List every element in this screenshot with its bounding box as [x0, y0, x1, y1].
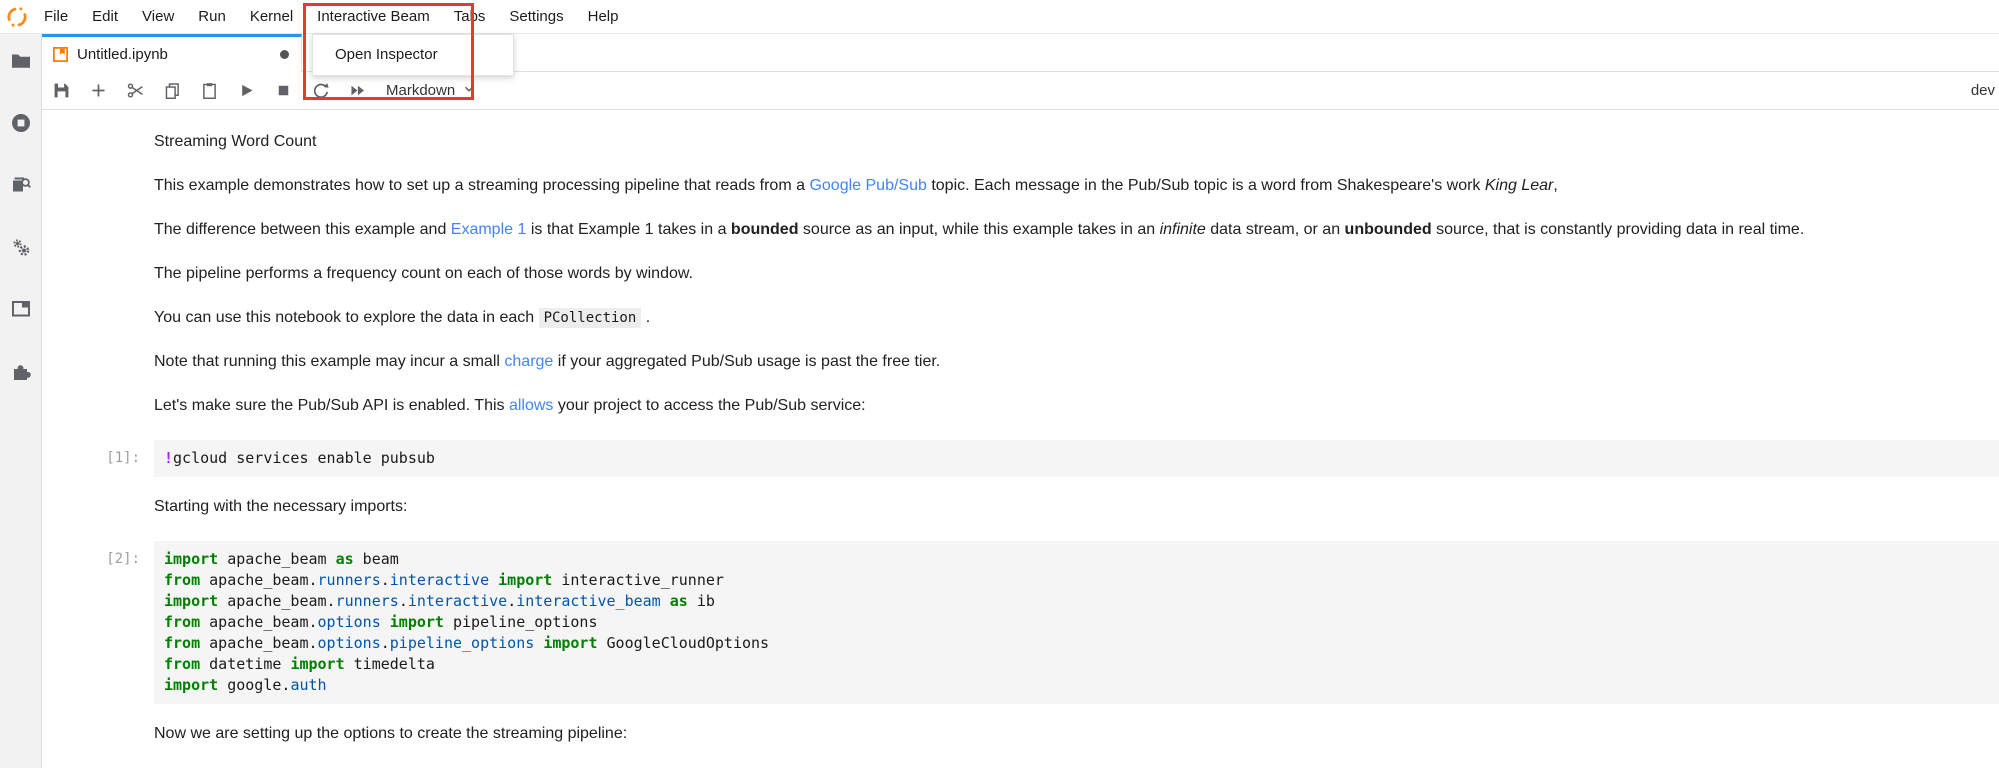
markdown-content: [154, 132, 1999, 152]
run-all-button[interactable]: [343, 77, 371, 105]
token-kw: import: [164, 550, 219, 568]
text: your project to access the Pub/Sub service:: [553, 397, 866, 414]
menu-help[interactable]: Help: [587, 8, 619, 25]
code-line: [164, 448, 1987, 469]
token-plain: pipeline_options: [443, 613, 598, 631]
notebook-panel: [42, 110, 1999, 768]
text: data stream, or an: [1205, 221, 1345, 238]
token-prop: runners: [335, 592, 399, 610]
token-op: !: [164, 449, 174, 467]
code-line: [164, 654, 1987, 675]
italic-text: King Lear: [1484, 177, 1554, 194]
token-plain: [489, 571, 498, 589]
code-editor[interactable]: [154, 541, 1999, 704]
menu-bar: [0, 0, 1999, 34]
save-button[interactable]: [47, 77, 75, 105]
token-prop: auth: [290, 676, 327, 694]
open-tabs-icon[interactable]: [8, 296, 34, 322]
markdown-content: [154, 220, 1999, 240]
markdown-content: [154, 724, 1999, 744]
token-kw: from: [164, 613, 201, 631]
token-kw: import: [543, 634, 598, 652]
token-plain: .: [507, 592, 517, 610]
token-plain: gcloud services enable pubsub: [173, 449, 435, 467]
token-kw: from: [164, 571, 201, 589]
token-plain: timedelta: [344, 655, 435, 673]
unsaved-changes-dot: [280, 50, 289, 59]
bold-text: unbounded: [1344, 221, 1432, 238]
markdown-content: [154, 308, 1999, 328]
code-line: [164, 570, 1987, 591]
text: ,: [1553, 177, 1558, 194]
token-kw: from: [164, 634, 201, 652]
token-prop: options: [317, 634, 381, 652]
run-button[interactable]: [232, 77, 260, 105]
markdown-cell[interactable]: [42, 497, 1999, 517]
text: Let's make sure the Pub/Sub API is enabled. This: [154, 397, 509, 414]
token-kw: as: [669, 592, 688, 610]
markdown-content: [154, 176, 1999, 196]
text: The difference between this example and: [154, 221, 451, 238]
token-prop: interactive: [389, 571, 490, 589]
token-kw: import: [164, 592, 219, 610]
token-plain: GoogleCloudOptions: [597, 634, 770, 652]
token-plain: .: [380, 571, 390, 589]
copy-button[interactable]: [158, 77, 186, 105]
code-line: [164, 612, 1987, 633]
link-google-pub-sub[interactable]: Google Pub/Sub: [809, 177, 927, 194]
paste-button[interactable]: [195, 77, 223, 105]
token-plain: apache_beam.: [200, 613, 318, 631]
markdown-cell[interactable]: [42, 396, 1999, 416]
cell-prompt: [1]:: [106, 450, 140, 466]
property-inspector-icon[interactable]: [8, 234, 34, 260]
cell-type-value: Markdown: [386, 82, 456, 99]
token-kw: as: [335, 550, 354, 568]
extensions-icon[interactable]: [8, 358, 34, 384]
tab-untitled-ipynb[interactable]: [42, 34, 302, 72]
text: Note that running this example may incur a small: [154, 353, 505, 370]
code-line: [164, 591, 1987, 612]
text: The pipeline performs a frequency count on each of those words by window.: [154, 265, 693, 282]
token-plain: interactive_runner: [552, 571, 724, 589]
token-plain: ib: [687, 592, 715, 610]
markdown-content: [154, 396, 1999, 416]
menu-run[interactable]: Run: [198, 8, 226, 25]
stop-button[interactable]: [269, 77, 297, 105]
text: .: [641, 309, 651, 326]
insert-cell-button[interactable]: [84, 77, 112, 105]
text: Now we are setting up the options to create the streaming pipeline:: [154, 725, 628, 742]
markdown-cell[interactable]: [42, 308, 1999, 328]
activity-sidebar: [0, 34, 42, 768]
token-plain: apache_beam.: [200, 634, 318, 652]
file-browser-icon[interactable]: [8, 48, 34, 74]
markdown-cell[interactable]: [42, 176, 1999, 196]
token-plain: apache_beam.: [200, 571, 318, 589]
text: is that Example 1 takes in a: [526, 221, 731, 238]
text: if your aggregated Pub/Sub usage is past the free tier.: [553, 353, 941, 370]
menu-interactive-beam[interactable]: Interactive Beam: [317, 8, 430, 25]
token-kw: from: [164, 655, 201, 673]
markdown-content: [154, 352, 1999, 372]
running-kernels-icon[interactable]: [8, 110, 34, 136]
code-cell[interactable]: [42, 440, 1999, 477]
code-line: [164, 675, 1987, 696]
app-logo-icon: [4, 4, 30, 30]
text: Streaming Word Count: [154, 133, 317, 150]
text: Starting with the necessary imports:: [154, 498, 408, 515]
token-plain: .: [380, 634, 390, 652]
token-plain: .: [398, 592, 408, 610]
restart-button[interactable]: [306, 77, 334, 105]
markdown-cell[interactable]: [42, 132, 1999, 152]
token-kw: import: [290, 655, 345, 673]
menu-kernel[interactable]: Kernel: [249, 8, 294, 25]
text: This example demonstrates how to set up a streaming processing pipeline that reads from a: [154, 177, 810, 194]
link-allows[interactable]: allows: [508, 397, 554, 414]
text: source, that is constantly providing data in real time.: [1431, 221, 1805, 238]
menu-item-open-inspector[interactable]: Open Inspector: [335, 46, 438, 63]
inline-code: PCollection: [539, 308, 642, 328]
code-cell[interactable]: [42, 541, 1999, 704]
text: source as an input, while this example takes in an: [798, 221, 1160, 238]
token-plain: [534, 634, 543, 652]
cut-button[interactable]: [121, 77, 149, 105]
menu-tabs[interactable]: Tabs: [453, 8, 486, 25]
code-line: [164, 633, 1987, 654]
menu-settings[interactable]: Settings: [509, 8, 564, 25]
text: You can use this notebook to explore the data in each: [154, 309, 539, 326]
token-prop: pipeline_options: [389, 634, 535, 652]
interactive-beam-menu-dropdown: [312, 34, 514, 76]
token-kw: import: [164, 676, 219, 694]
notebook-icon: [52, 46, 69, 63]
token-kw: import: [389, 613, 444, 631]
cell-type-selector[interactable]: [386, 82, 476, 100]
token-prop: runners: [317, 571, 381, 589]
token-prop: options: [317, 613, 381, 631]
cell-prompt: [2]:: [106, 551, 140, 567]
token-plain: beam: [353, 550, 399, 568]
notebook-toolbar: [42, 72, 1999, 110]
bold-text: bounded: [730, 221, 799, 238]
menu-items: [32, 0, 630, 33]
link-charge[interactable]: charge: [504, 353, 554, 370]
token-prop: interactive: [407, 592, 508, 610]
token-kw: import: [498, 571, 553, 589]
menu-file[interactable]: File: [44, 8, 69, 25]
token-plain: apache_beam.: [218, 592, 336, 610]
token-plain: [661, 592, 670, 610]
menu-view[interactable]: View: [142, 8, 175, 25]
italic-text: infinite: [1159, 221, 1206, 238]
token-plain: google.: [218, 676, 291, 694]
token-plain: [381, 613, 390, 631]
notebook-inspector-icon[interactable]: [8, 172, 34, 198]
code-line: [164, 549, 1987, 570]
tab-label: Untitled.ipynb: [77, 46, 168, 63]
code-editor[interactable]: [154, 440, 1999, 477]
menu-edit[interactable]: Edit: [92, 8, 119, 25]
markdown-cell[interactable]: [42, 220, 1999, 240]
link-example-1[interactable]: Example 1: [450, 221, 527, 238]
markdown-content: [154, 497, 1999, 517]
chevron-down-icon: [462, 82, 476, 100]
kernel-label: dev: [1970, 82, 1995, 99]
markdown-cell[interactable]: [42, 264, 1999, 284]
markdown-content: [154, 264, 1999, 284]
text: topic. Each message in the Pub/Sub topic is a word from Shakespeare's work: [926, 177, 1485, 194]
markdown-cell[interactable]: [42, 352, 1999, 372]
toolbar-buttons: [47, 77, 380, 105]
markdown-cell[interactable]: [42, 724, 1999, 744]
token-plain: datetime: [200, 655, 291, 673]
token-plain: apache_beam: [218, 550, 336, 568]
token-prop: interactive_beam: [516, 592, 661, 610]
